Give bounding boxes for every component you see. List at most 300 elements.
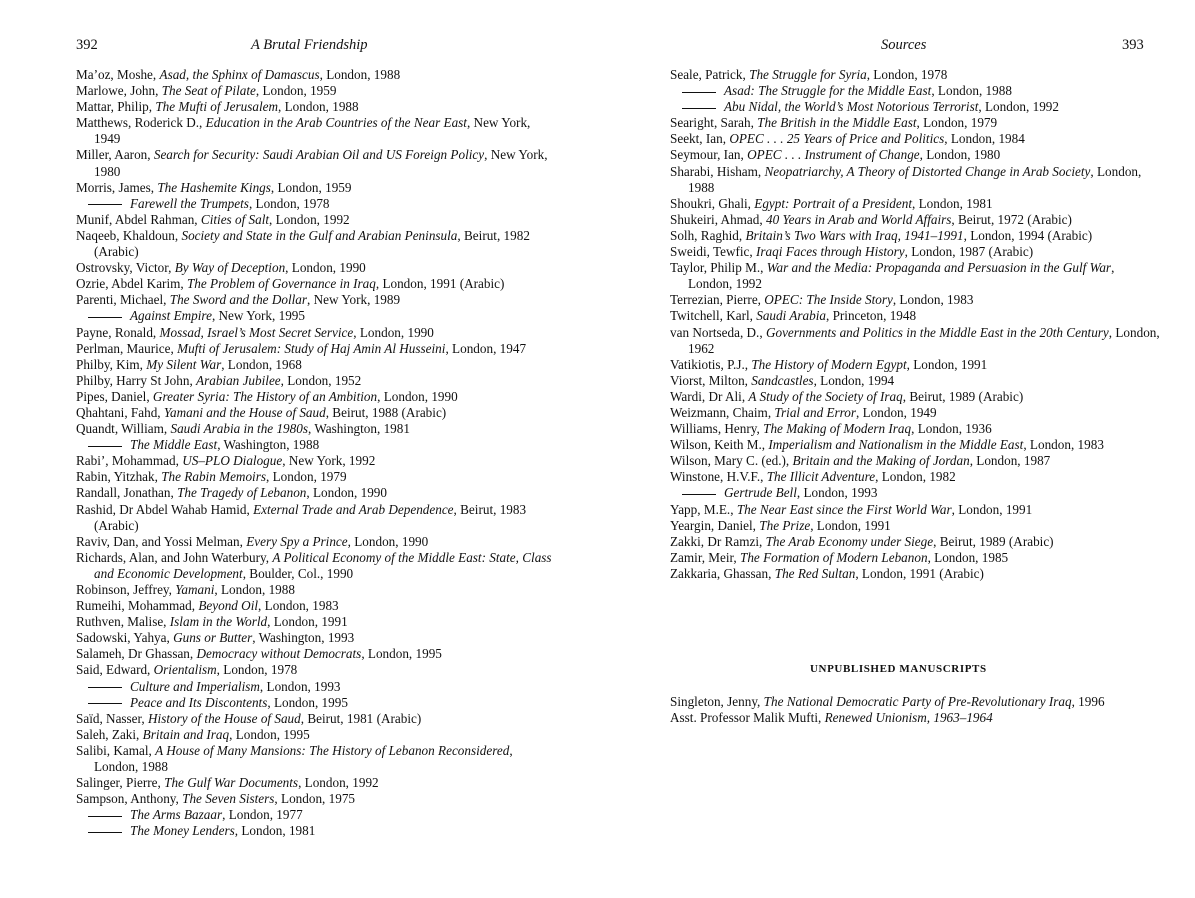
entry-title: The Seven Sisters bbox=[182, 791, 275, 807]
entry-title: The Hashemite Kings bbox=[157, 179, 271, 195]
bibliography-entry bbox=[670, 469, 1160, 485]
entry-publication: , London, 1981 bbox=[234, 823, 316, 839]
entry-publication: , London, 1988 bbox=[931, 83, 1012, 99]
bibliography-entry bbox=[76, 405, 556, 421]
entry-author: Seale, Patrick, bbox=[670, 67, 750, 82]
entry-publication: , London, 1994 (Arabic) bbox=[963, 227, 1093, 243]
bibliography-entry bbox=[76, 807, 556, 823]
entry-publication: , New York, 1995 bbox=[211, 308, 305, 324]
entry-title: Mufti of Jerusalem: Study of Haj Amin Al Husseini bbox=[177, 340, 446, 356]
entry-author: Mattar, Philip, bbox=[76, 99, 156, 115]
bibliography-entry bbox=[670, 710, 1160, 726]
bibliography-entry bbox=[670, 212, 1160, 228]
bibliography-entry bbox=[76, 711, 556, 727]
entry-author: Zamir, Meir, bbox=[670, 549, 740, 565]
entry-publication: , London, 1987 (Arabic) bbox=[904, 244, 1034, 260]
entry-title: OPEC: The Inside Story bbox=[764, 292, 893, 308]
bibliography-entry bbox=[76, 727, 556, 743]
running-head: A Brutal Friendship bbox=[251, 37, 368, 53]
entry-title: A Political Economy of the Middle East: State, Class and Economic Development bbox=[94, 549, 552, 581]
entry-title: The Formation of Modern Lebanon bbox=[740, 549, 928, 565]
entry-author: Parenti, Michael, bbox=[76, 292, 170, 308]
entry-author: Marlowe, John, bbox=[76, 83, 162, 99]
entry-publication: , Boulder, Col., 1990 bbox=[242, 565, 354, 581]
bibliography-entry bbox=[76, 485, 556, 501]
entry-title: Governments and Politics in the Middle East in the 20th Century bbox=[765, 324, 1109, 340]
entry-publication: , London, 1980 bbox=[919, 147, 1001, 163]
entry-publication: , Beirut, 1989 (Arabic) bbox=[902, 388, 1024, 404]
entry-author: Twitchell, Karl, bbox=[670, 308, 757, 324]
entry-title: The National Democratic Party of Pre-Revolutionary Iraq bbox=[763, 694, 1072, 709]
entry-title: The Mufti of Jerusalem bbox=[155, 99, 279, 115]
entry-title: Guns or Butter bbox=[173, 630, 253, 646]
bibliography-entry bbox=[76, 469, 556, 485]
entry-title: The British in the Middle East bbox=[757, 115, 917, 131]
entry-title: 40 Years in Arab and World Affairs bbox=[765, 211, 952, 227]
entry-title: The Middle East bbox=[130, 437, 218, 453]
bibliography-entry bbox=[76, 534, 556, 550]
entry-author: Asst. Professor Malik Mufti, bbox=[670, 710, 825, 726]
entry-publication: , London, 1978 bbox=[248, 195, 330, 211]
entry-publication: , Washington, 1981 bbox=[307, 421, 410, 437]
bibliography-entry bbox=[76, 67, 556, 83]
entry-title: Against Empire bbox=[130, 308, 212, 324]
entry-author: Terrezian, Pierre, bbox=[670, 292, 765, 308]
bibliography-entry bbox=[670, 405, 1160, 421]
bibliography-entry bbox=[670, 196, 1160, 212]
bibliography-entry bbox=[670, 308, 1160, 324]
entry-author: Miller, Aaron, bbox=[76, 147, 154, 163]
entry-publication: , London, 1988 bbox=[94, 742, 513, 775]
bibliography-entry bbox=[670, 115, 1160, 131]
entry-author: Qhahtani, Fahd, bbox=[76, 404, 164, 420]
entry-title: The Red Sultan bbox=[774, 565, 856, 581]
entry-title: Egypt: Portrait of a President bbox=[754, 195, 913, 211]
bibliography-entry bbox=[76, 437, 556, 453]
entry-author: Salibi, Kamal, bbox=[76, 742, 156, 758]
entry-publication: , 1996 bbox=[1071, 694, 1105, 709]
entry-title: History of the House of Saud bbox=[148, 710, 301, 726]
entry-title: The History of Modern Egypt bbox=[751, 356, 907, 372]
bibliography-entry bbox=[670, 373, 1160, 389]
repeat-author-dash bbox=[88, 687, 122, 688]
entry-author: Searight, Sarah, bbox=[670, 115, 758, 131]
bibliography-entry bbox=[76, 341, 556, 357]
entry-author: Payne, Ronald, bbox=[76, 324, 160, 340]
entry-publication: , London, 1990 bbox=[353, 324, 434, 340]
entry-author: Quandt, William, bbox=[76, 421, 171, 437]
entry-publication: , Beirut, 1981 (Arabic) bbox=[300, 710, 422, 726]
bibliography-entry bbox=[670, 389, 1160, 405]
entry-title: The Arab Economy under Siege bbox=[765, 533, 934, 549]
entry-publication: , London, 1990 bbox=[285, 260, 366, 276]
entry-title: My Silent War bbox=[146, 356, 222, 372]
entry-title: A Study of the Society of Iraq bbox=[748, 388, 903, 404]
bibliography-entry bbox=[76, 679, 556, 695]
entry-publication: , Beirut, 1988 (Arabic) bbox=[325, 404, 447, 420]
entry-title: Orientalism bbox=[153, 662, 217, 678]
entry-title: OPEC . . . Instrument of Change bbox=[747, 147, 920, 163]
bibliography-entry bbox=[670, 357, 1160, 373]
entry-author: Shukeiri, Ahmad, bbox=[670, 211, 766, 227]
bibliography-entry bbox=[670, 147, 1160, 163]
bibliography-entry bbox=[76, 823, 556, 839]
entry-title: Asad, the Sphinx of Damascus bbox=[159, 67, 320, 82]
bibliography-entry bbox=[670, 164, 1160, 196]
entry-publication: , London, 1987 bbox=[969, 453, 1051, 469]
entry-title: The Problem of Governance in Iraq bbox=[186, 276, 376, 292]
entry-publication: , London, 1993 bbox=[259, 678, 341, 694]
bibliography-entry bbox=[76, 662, 556, 678]
entry-author: Viorst, Milton, bbox=[670, 372, 752, 388]
entry-publication: , London, 1992 bbox=[269, 211, 350, 227]
entry-author: Saïd, Nasser, bbox=[76, 710, 148, 726]
entry-author: Yapp, M.E., bbox=[670, 501, 737, 517]
entry-author: Matthews, Roderick D., bbox=[76, 115, 206, 131]
entry-publication: , London, 1991 bbox=[267, 614, 348, 630]
entry-title: OPEC . . . 25 Years of Price and Politics bbox=[729, 131, 945, 147]
entry-title: The Tragedy of Lebanon bbox=[177, 485, 307, 501]
bibliography-entry bbox=[670, 99, 1160, 115]
entry-title: Asad: The Struggle for the Middle East bbox=[724, 83, 932, 99]
entry-title: Britain and the Making of Jordan bbox=[792, 453, 970, 469]
repeat-author-dash bbox=[88, 703, 122, 704]
entry-publication: , London, 1949 bbox=[856, 404, 937, 420]
entry-author: Raviv, Dan, and Yossi Melman, bbox=[76, 533, 247, 549]
entry-author: Yeargin, Daniel, bbox=[670, 517, 760, 533]
entry-publication: , London, 1988 bbox=[214, 582, 295, 597]
entry-author: Williams, Henry, bbox=[670, 421, 764, 437]
entry-title: The Money Lenders bbox=[130, 823, 235, 839]
entry-publication: , London, 1981 bbox=[912, 195, 993, 211]
entry-publication: , London, 1992 bbox=[978, 99, 1059, 115]
entry-title: Yamani and the House of Saud bbox=[163, 404, 326, 420]
entry-publication: , London, 1988 bbox=[278, 99, 359, 115]
entry-author: Seymour, Ian, bbox=[670, 147, 748, 163]
entry-title: The Prize bbox=[759, 517, 811, 533]
entry-publication: , Beirut, 1983 (Arabic) bbox=[94, 501, 527, 533]
entry-publication: , Beirut, 1989 (Arabic) bbox=[933, 533, 1054, 549]
bibliography-entry bbox=[76, 99, 556, 115]
entry-author: Taylor, Philip M., bbox=[670, 260, 767, 276]
entry-title: The Arms Bazaar bbox=[130, 807, 223, 823]
entry-publication: , London, 1990 bbox=[306, 485, 387, 501]
bibliography-list bbox=[76, 67, 556, 840]
entry-author: Rumeihi, Mohammad, bbox=[76, 598, 199, 614]
entry-title: Sandcastles bbox=[751, 372, 814, 388]
entry-publication: , New York, 1992 bbox=[282, 453, 376, 469]
entry-author: Shoukri, Ghali, bbox=[670, 195, 755, 211]
bibliography-entry bbox=[76, 502, 556, 534]
repeat-author-dash bbox=[88, 204, 122, 205]
bibliography-entry bbox=[76, 308, 556, 324]
bibliography-entry bbox=[76, 373, 556, 389]
entry-publication: , London, 1959 bbox=[270, 179, 352, 195]
entry-title: US–PLO Dialogue bbox=[182, 453, 283, 469]
bibliography-entry bbox=[76, 389, 556, 405]
bibliography-entry bbox=[76, 276, 556, 292]
bibliography-entry bbox=[670, 550, 1160, 566]
entry-title: Cities of Salt bbox=[200, 211, 270, 227]
entry-author: Vatikiotis, P.J., bbox=[670, 356, 752, 372]
entry-publication: , London, 1936 bbox=[911, 421, 992, 437]
bibliography-entry bbox=[76, 357, 556, 373]
entry-publication: , London, 1993 bbox=[796, 485, 878, 501]
entry-publication: , London, 1979 bbox=[916, 115, 998, 131]
entry-publication: , London, 1983 bbox=[1023, 437, 1104, 453]
entry-title: Mossad, Israel’s Most Secret Service bbox=[159, 324, 354, 340]
entry-title: The Struggle for Syria bbox=[749, 67, 867, 82]
entry-author: Wilson, Keith M., bbox=[670, 437, 769, 453]
entry-publication: , London, 1995 bbox=[267, 694, 348, 710]
bibliography-entry bbox=[670, 421, 1160, 437]
bibliography-entry bbox=[76, 598, 556, 614]
entry-publication: , London, 1991 bbox=[951, 501, 1033, 517]
entry-publication: , London, 1968 bbox=[221, 356, 302, 372]
entry-title: Renewed Unionism, 1963–1964 bbox=[824, 710, 993, 726]
right-page bbox=[597, 0, 1195, 898]
entry-author: Rashid, Dr Abdel Wahab Hamid, bbox=[76, 501, 254, 517]
bibliography-entry bbox=[76, 791, 556, 807]
entry-title: Every Spy a Prince bbox=[246, 533, 348, 549]
running-head: Sources bbox=[881, 37, 927, 53]
entry-title: Iraqi Faces through History bbox=[756, 244, 905, 260]
entry-author: Saleh, Zaki, bbox=[76, 726, 143, 742]
repeat-author-dash bbox=[88, 832, 122, 833]
bibliography-entry bbox=[670, 260, 1160, 292]
entry-author: Robinson, Jeffrey, bbox=[76, 582, 176, 597]
entry-author: Ostrovsky, Victor, bbox=[76, 260, 175, 276]
entry-author: Sadowski, Yahya, bbox=[76, 630, 174, 646]
entry-author: Sweidi, Tewfic, bbox=[670, 244, 757, 260]
entry-title: Britain’s Two Wars with Iraq, 1941–1991 bbox=[745, 227, 964, 243]
entry-publication: , London, 1994 bbox=[813, 372, 895, 388]
entry-publication: , London, 1995 bbox=[229, 726, 310, 742]
entry-author: Munif, Abdel Rahman, bbox=[76, 211, 201, 227]
bibliography-entry bbox=[76, 421, 556, 437]
bibliography-entry bbox=[670, 453, 1160, 469]
entry-publication: , London, 1988 bbox=[688, 163, 1142, 195]
bibliography-entry bbox=[76, 453, 556, 469]
entry-title: By Way of Deception bbox=[174, 260, 286, 276]
entry-publication: , London, 1992 bbox=[298, 775, 379, 791]
bibliography-entry bbox=[76, 695, 556, 711]
entry-publication: , London, 1990 bbox=[377, 388, 458, 404]
entry-author: Naqeeb, Khaldoun, bbox=[76, 227, 182, 243]
entry-title: Culture and Imperialism bbox=[130, 678, 260, 694]
entry-publication: , New York, 1949 bbox=[94, 115, 531, 147]
entry-author: Randall, Jonathan, bbox=[76, 485, 178, 501]
entry-publication: , London, 1992 bbox=[688, 260, 1115, 292]
entry-title: Abu Nidal, the World’s Most Notorious Terrorist bbox=[724, 99, 979, 115]
entry-publication: , Washington, 1993 bbox=[252, 630, 355, 646]
entry-title: Search for Security: Saudi Arabian Oil and US Foreign Policy bbox=[153, 147, 485, 163]
entry-publication: , New York, 1980 bbox=[94, 147, 548, 179]
entry-title: The Rabin Memoirs bbox=[161, 469, 266, 485]
entry-publication: , New York, 1989 bbox=[307, 292, 401, 308]
bibliography-entry bbox=[670, 518, 1160, 534]
entry-title: Democracy without Democrats bbox=[196, 646, 362, 662]
entry-author: Salinger, Pierre, bbox=[76, 775, 165, 791]
entry-title: A House of Many Mansions: The History of Lebanon Reconsidered bbox=[155, 742, 510, 758]
entry-author: Rabin, Yitzhak, bbox=[76, 469, 162, 485]
entry-title: External Trade and Arab Dependence bbox=[253, 501, 454, 517]
entry-author: Said, Edward, bbox=[76, 662, 154, 678]
entry-title: Farewell the Trumpets bbox=[130, 195, 249, 211]
entry-author: Weizmann, Chaim, bbox=[670, 404, 775, 420]
entry-title: The Near East since the First World War bbox=[736, 501, 952, 517]
entry-title: War and the Media: Propaganda and Persuasion in the Gulf War bbox=[766, 260, 1112, 276]
entry-publication: , London, 1984 bbox=[944, 131, 1025, 147]
bibliography-entry bbox=[76, 147, 556, 179]
entry-publication: , London, 1959 bbox=[255, 83, 337, 99]
bibliography-entry bbox=[670, 292, 1160, 308]
entry-author: Perlman, Maurice, bbox=[76, 340, 178, 356]
entry-title: The Sword and the Dollar bbox=[169, 292, 308, 308]
entry-title: Trial and Error bbox=[774, 404, 857, 420]
bibliography-entry bbox=[670, 325, 1160, 357]
entry-author: Philby, Kim, bbox=[76, 356, 147, 372]
bibliography-entry bbox=[76, 325, 556, 341]
entry-publication: , London, 1975 bbox=[274, 791, 356, 807]
entry-title: Peace and Its Discontents bbox=[130, 694, 268, 710]
entry-author: van Nortseda, D., bbox=[670, 324, 766, 340]
entry-author: Ma’oz, Moshe, bbox=[76, 67, 160, 82]
entry-publication: , London, 1985 bbox=[927, 549, 1009, 565]
entry-publication: , Beirut, 1982 (Arabic) bbox=[94, 227, 530, 260]
entry-title: Neopatriarchy, A Theory of Distorted Change in Arab Society bbox=[764, 163, 1091, 179]
entry-author: Rabi’, Mohammad, bbox=[76, 453, 183, 469]
entry-publication: , London, 1962 bbox=[688, 324, 1160, 356]
entry-title: Education in the Arab Countries of the Near East bbox=[205, 115, 467, 131]
bibliography-entry bbox=[76, 83, 556, 99]
entry-publication: , Princeton, 1948 bbox=[825, 308, 917, 324]
bibliography-entry bbox=[76, 228, 556, 260]
repeat-author-dash bbox=[88, 446, 122, 447]
entry-publication: , London, 1988 bbox=[319, 67, 401, 82]
entry-author: Ozrie, Abdel Karim, bbox=[76, 276, 187, 292]
entry-publication: , London, 1979 bbox=[265, 469, 347, 485]
entry-title: The Illicit Adventure bbox=[766, 469, 876, 485]
entry-title: The Gulf War Documents bbox=[164, 775, 299, 791]
entry-publication: , London, 1952 bbox=[280, 372, 362, 388]
repeat-author-dash bbox=[682, 108, 716, 109]
entry-title: The Making of Modern Iraq bbox=[763, 421, 912, 437]
section-heading: UNPUBLISHED MANUSCRIPTS bbox=[810, 663, 987, 675]
entry-publication: , London, 1977 bbox=[222, 807, 303, 823]
repeat-author-dash bbox=[682, 494, 716, 495]
repeat-author-dash bbox=[88, 816, 122, 817]
bibliography-entry bbox=[670, 566, 1160, 582]
bibliography-entry bbox=[76, 743, 556, 775]
entry-author: Morris, James, bbox=[76, 179, 158, 195]
entry-author: Pipes, Daniel, bbox=[76, 388, 153, 404]
entry-publication: , Beirut, 1972 (Arabic) bbox=[951, 211, 1072, 227]
entry-author: Zakki, Dr Ramzi, bbox=[670, 533, 766, 549]
entry-publication: , London, 1978 bbox=[216, 662, 298, 678]
entry-author: Winstone, H.V.F., bbox=[670, 469, 767, 485]
entry-publication: , London, 1991 bbox=[810, 517, 891, 533]
entry-title: Imperialism and Nationalism in the Middle East bbox=[768, 437, 1024, 453]
entry-title: Greater Syria: The History of an Ambition bbox=[152, 388, 378, 404]
bibliography-entry bbox=[76, 180, 556, 196]
entry-author: Singleton, Jenny, bbox=[670, 694, 764, 709]
entry-author: Sharabi, Hisham, bbox=[670, 163, 765, 179]
entry-publication: , London, 1990 bbox=[347, 533, 429, 549]
bibliography-entry bbox=[76, 630, 556, 646]
bibliography-entry bbox=[76, 292, 556, 308]
repeat-author-dash bbox=[682, 92, 716, 93]
bibliography-entry bbox=[76, 582, 556, 598]
entry-title: Gertrude Bell bbox=[724, 485, 797, 501]
entry-author: Sampson, Anthony, bbox=[76, 791, 183, 807]
unpublished-manuscripts-list bbox=[670, 694, 1160, 726]
entry-publication: , London, 1982 bbox=[875, 469, 956, 485]
entry-publication: , London, 1978 bbox=[866, 67, 948, 82]
entry-title: Saudi Arabia bbox=[756, 308, 826, 324]
bibliography-entry bbox=[76, 212, 556, 228]
bibliography-entry bbox=[76, 550, 556, 582]
bibliography-entry bbox=[670, 228, 1160, 244]
entry-title: Society and State in the Gulf and Arabian Peninsula bbox=[181, 227, 458, 243]
bibliography-entry bbox=[670, 534, 1160, 550]
page-number: 392 bbox=[76, 37, 98, 53]
bibliography-entry bbox=[670, 67, 1160, 83]
entry-publication: , London, 1947 bbox=[445, 340, 527, 356]
entry-title: Islam in the World bbox=[169, 614, 268, 630]
bibliography-entry bbox=[670, 502, 1160, 518]
entry-author: Ruthven, Malise, bbox=[76, 614, 170, 630]
entry-title: Yamani bbox=[175, 582, 215, 597]
entry-publication: , Washington, 1988 bbox=[217, 437, 320, 453]
bibliography-entry bbox=[76, 614, 556, 630]
bibliography-entry bbox=[670, 485, 1160, 501]
entry-publication: , London, 1991 (Arabic) bbox=[375, 276, 505, 292]
entry-author: Zakkaria, Ghassan, bbox=[670, 565, 775, 581]
entry-author: Wilson, Mary C. (ed.), bbox=[670, 453, 793, 469]
bibliography-entry bbox=[670, 694, 1160, 710]
entry-publication: , London, 1991 bbox=[906, 356, 988, 372]
entry-publication: , London, 1995 bbox=[361, 646, 442, 662]
entry-author: Seekt, Ian, bbox=[670, 131, 730, 147]
entry-publication: , London, 1991 (Arabic) bbox=[855, 565, 984, 581]
bibliography-entry bbox=[670, 131, 1160, 147]
repeat-author-dash bbox=[88, 317, 122, 318]
left-page bbox=[0, 0, 597, 898]
entry-author: Richards, Alan, and John Waterbury, bbox=[76, 549, 273, 565]
entry-author: Wardi, Dr Ali, bbox=[670, 388, 749, 404]
bibliography-entry bbox=[670, 83, 1160, 99]
entry-author: Solh, Raghid, bbox=[670, 227, 746, 243]
entry-title: Britain and Iraq bbox=[142, 726, 230, 742]
bibliography-entry bbox=[76, 646, 556, 662]
entry-title: The Seat of Pilate bbox=[161, 83, 256, 99]
bibliography-entry bbox=[76, 260, 556, 276]
bibliography-list bbox=[670, 67, 1160, 582]
entry-author: Philby, Harry St John, bbox=[76, 372, 197, 388]
entry-title: Saudi Arabia in the 1980s bbox=[170, 421, 308, 437]
bibliography-entry bbox=[670, 437, 1160, 453]
bibliography-entry bbox=[76, 115, 556, 147]
entry-author: Salameh, Dr Ghassan, bbox=[76, 646, 197, 662]
entry-title: Beyond Oil bbox=[198, 598, 259, 614]
bibliography-entry bbox=[76, 196, 556, 212]
page-number: 393 bbox=[1122, 37, 1144, 53]
entry-publication: , London, 1983 bbox=[892, 292, 974, 308]
entry-publication: , London, 1983 bbox=[258, 598, 339, 614]
bibliography-entry bbox=[76, 775, 556, 791]
entry-title: Arabian Jubilee bbox=[196, 372, 281, 388]
